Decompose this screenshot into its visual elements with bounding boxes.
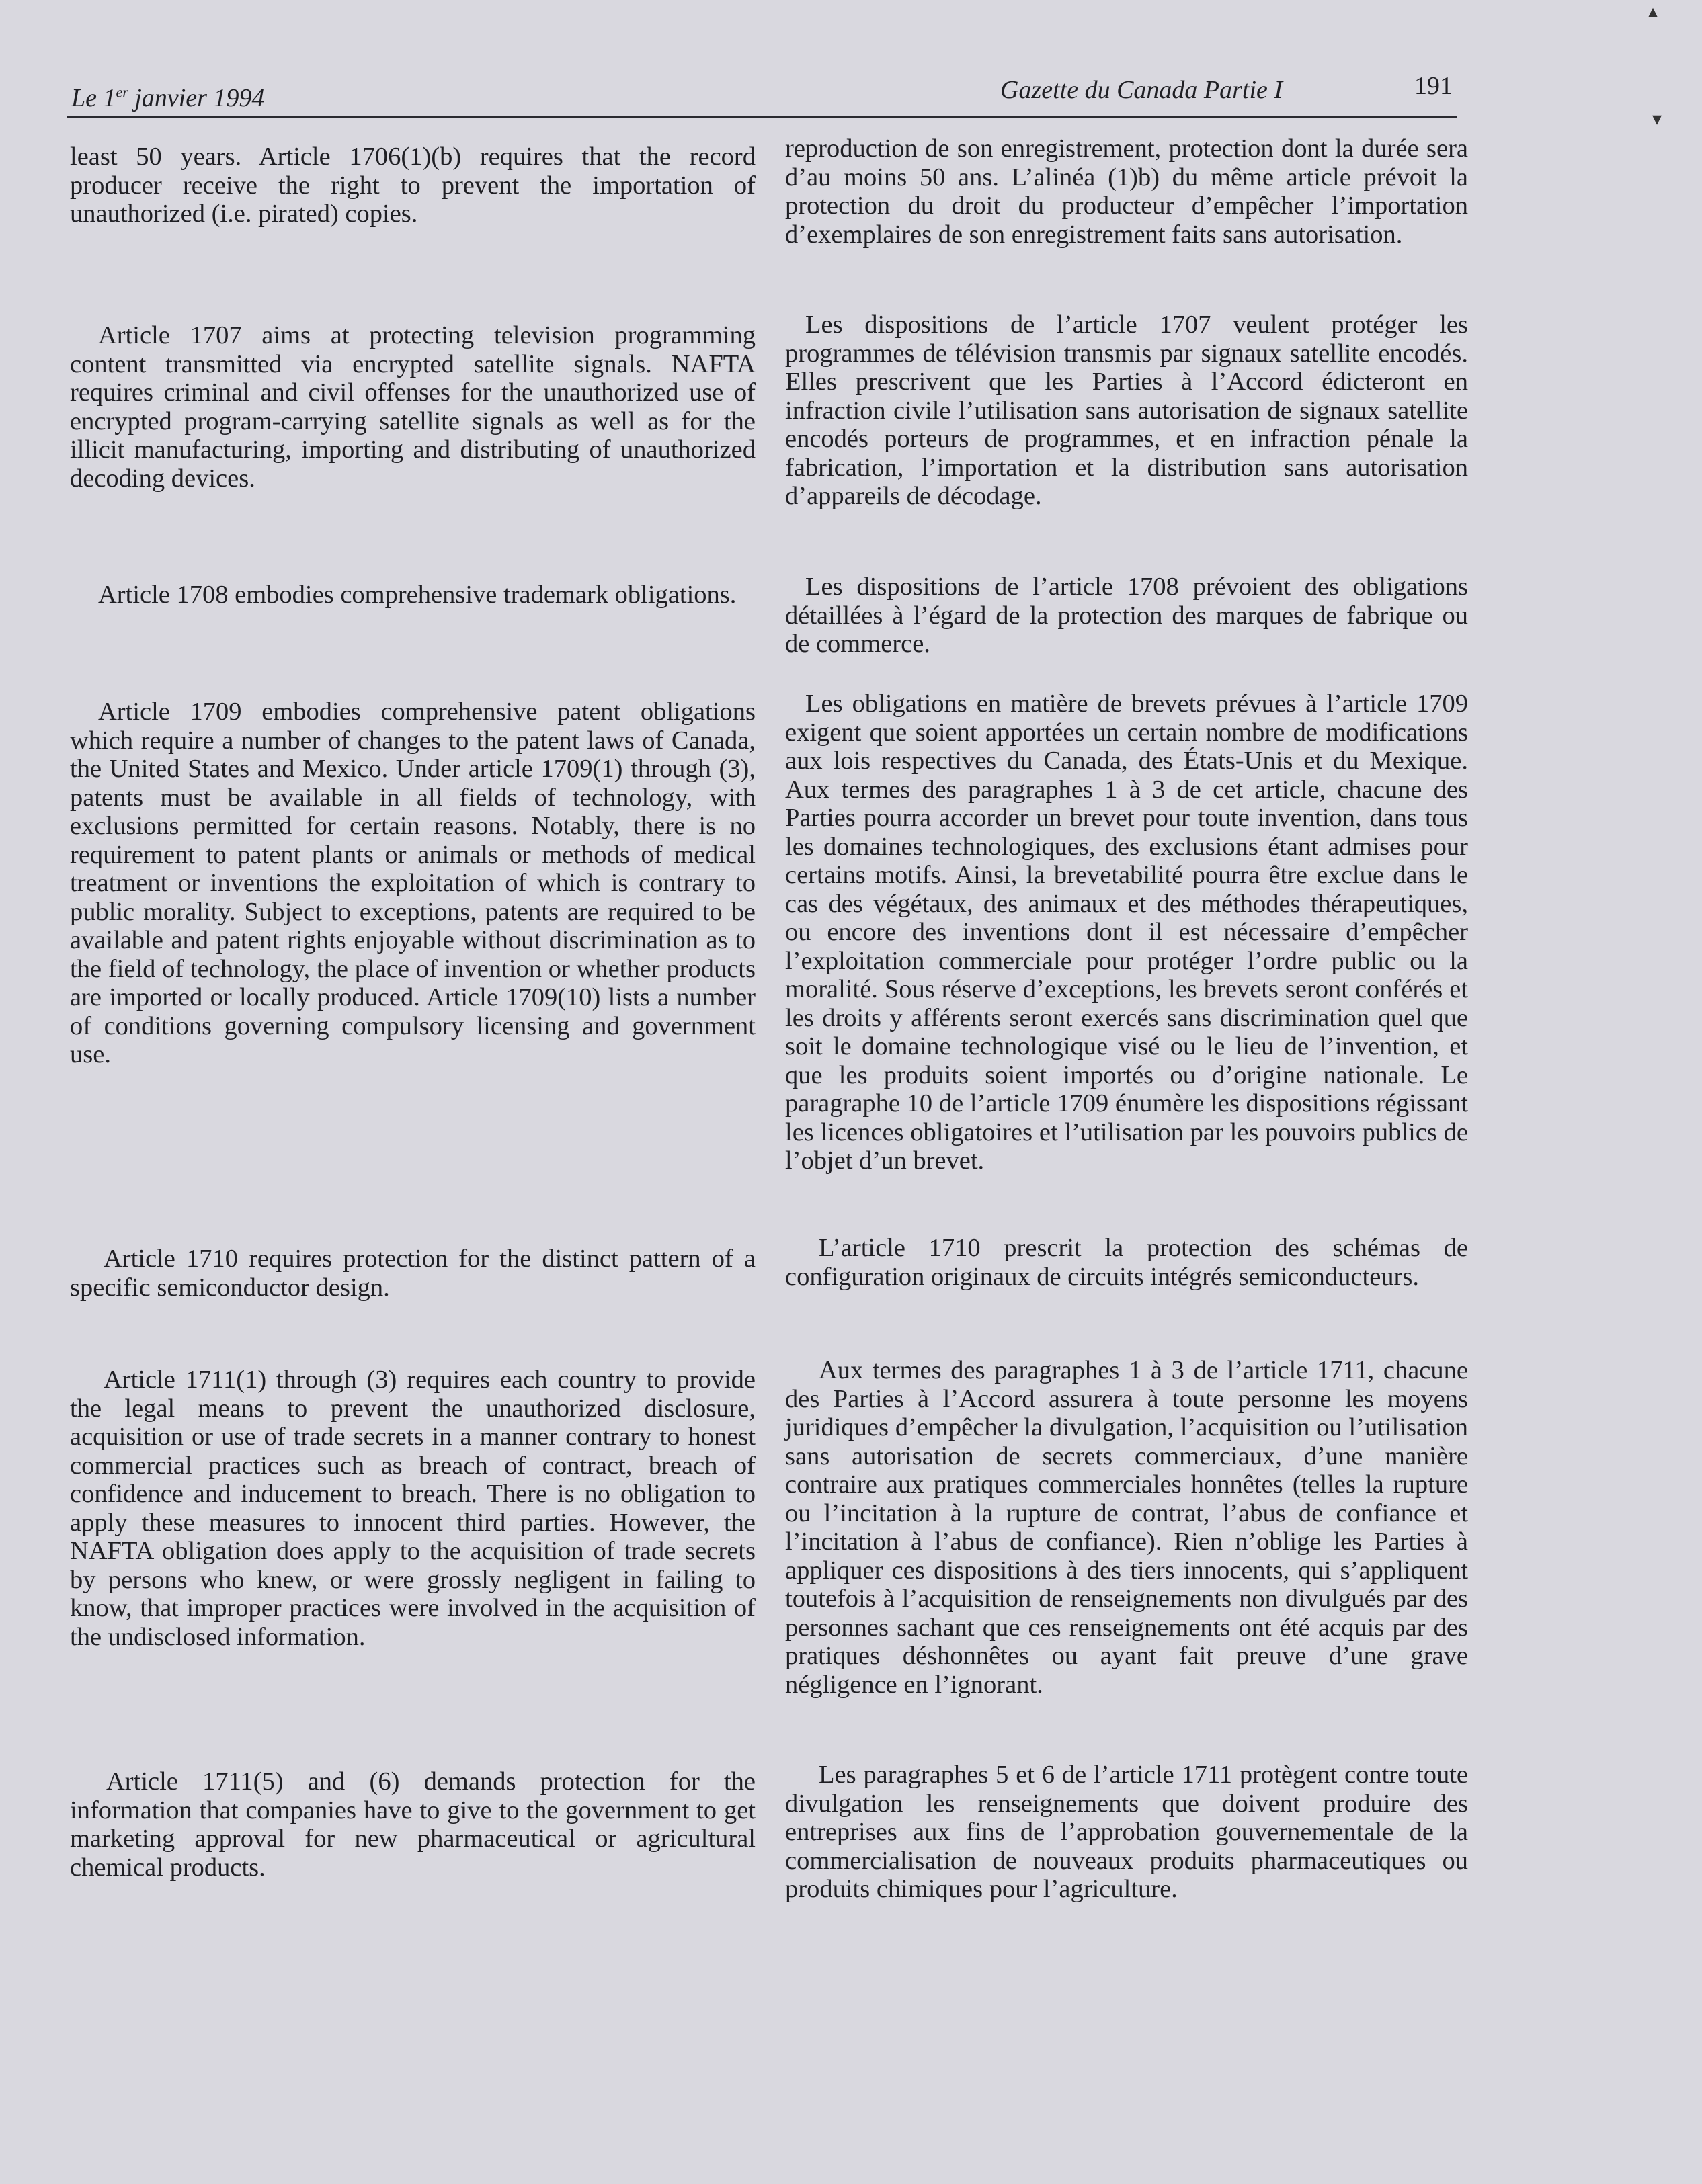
fr-paragraph-1711-1-3: Aux termes des paragraphes 1 à 3 de l’article 1711, chacune des Parties à l’Accord assurera à toute personne les moyens juridiques d’empêcher la divulgation, l’acquisition ou l’utilisation sans autorisation de secrets commerciaux, d’une manière contraire aux pratiques commerciales honnêtes (telles la rupture ou l’incitation à la rupture de contrat, l’abus de confiance et l’incitation à l’abus de confiance). Rien n’oblige les Parties à appliquer ces dispositions à des tiers innocents, qui s’appliquent toutefois à l’acquisition de renseignements non divulgués par des personnes sachant que ces renseignements ont été acquis par des pratiques déshonnêtes ou ayant fait preuve d’une grave négligence en l’ignorant. xyxy=(785,1356,1468,1699)
date-superscript: er xyxy=(116,83,128,101)
fr-paragraph-1708: Les dispositions de l’article 1708 prévoient des obligations détaillées à l’égard de la protection des marques de fabrique ou de commerce. xyxy=(785,573,1468,658)
date-prefix: Le 1 xyxy=(71,84,116,112)
issue-date xyxy=(71,83,264,113)
en-paragraph-1709: Article 1709 embodies comprehensive patent obligations which require a number of changes to the patent laws of Canada, the United States and Mexico. Under article 1709(1) through (3), patents must be available in all fields of technology, with exclusions permitted for certain reasons. Notably, there is no requirement to patent plants or animals or methods of medical treatment or inventions the exploitation of which is contrary to public morality. Subject to exceptions, patents are required to be available and patent rights enjoyable without discrimination as to the field of technology, the place of invention or whether products are imported or locally produced. Article 1709(10) lists a number of conditions governing compulsory licensing and government use. xyxy=(70,698,756,1068)
fr-paragraph-1709: Les obligations en matière de brevets prévues à l’article 1709 exigent que soient apportées un certain nombre de modifications aux lois respectives du Canada, des États-Unis et du Mexique. Aux termes des paragraphes 1 à 3 de cet article, chacune des Parties pourra accorder un brevet pour toute invention, dans tous les domaines technologiques, des exclusions étant admises pour certains motifs. Ainsi, la brevetabilité pourra être exclue dans le cas des végétaux, des animaux et des méthodes thérapeutiques, ou encore des inventions dont il est nécessaire d’empêcher l’exploitation commerciale pour protéger l’ordre public ou la moralité. Sous réserve d’exceptions, les brevets seront conférés et les droits y afférents seront exercés sans discrimination quel que soit le domaine technologique visé ou le lieu de l’invention, et que les produits soient importés ou d’origine nationale. Le paragraphe 10 de l’article 1709 énumère les dispositions régissant les licences obligatoires et l’utilisation par les pouvoirs publics de l’objet d’un brevet. xyxy=(785,689,1468,1175)
en-paragraph-1711-5-6: Article 1711(5) and (6) demands protection for the information that companies have to give to the government to get marketing approval for new pharmaceutical or agricultural chemical products. xyxy=(70,1767,756,1882)
en-paragraph-1708: Article 1708 embodies comprehensive trademark obligations. xyxy=(98,581,737,609)
scan-mark: ▴ xyxy=(1648,1,1658,22)
scan-mark: ▾ xyxy=(1652,109,1662,130)
en-paragraph-1711-1-3: Article 1711(1) through (3) requires each country to provide the legal means to prevent the unauthorized disclosure, acquisition or use of trade secrets in a manner contrary to honest commercial practices such as breach of contract, breach of confidence and inducement to breach. There is no obligation to apply these measures to innocent third parties. However, the NAFTA obligation does apply to the acquisition of trade secrets by persons who knew, or were grossly negligent in failing to know, that improper practices were involved in the acquisition of the undisclosed information. xyxy=(70,1366,756,1651)
running-header xyxy=(67,67,1457,118)
date-suffix: janvier 1994 xyxy=(128,84,265,112)
en-paragraph-1707: Article 1707 aims at protecting television programming content transmitted via encrypted satellite signals. NAFTA requires criminal and civil offenses for the unauthorized use of encrypted program-carrying satellite signals as well as for the illicit manufacturing, importing and distributing of unauthorized decoding devices. xyxy=(70,321,756,493)
page-number: 191 xyxy=(1414,72,1453,100)
publication-title: Gazette du Canada Partie I xyxy=(1000,76,1283,104)
fr-paragraph-1706: reproduction de son enregistrement, protection dont la durée sera d’au moins 50 ans. L’alinéa (1)b) du même article prévoit la protection du droit du producteur d’empêcher l’importation d’exemplaires de son enregistrement faits sans autorisation. xyxy=(785,134,1468,249)
fr-paragraph-1711-5-6: Les paragraphes 5 et 6 de l’article 1711 protègent contre toute divulgation les renseignements que doivent produire des entreprises aux fins de l’approbation gouvernementale de la commercialisation de nouveaux produits pharmaceutiques ou produits chimiques pour l’agriculture. xyxy=(785,1761,1468,1903)
fr-paragraph-1707: Les dispositions de l’article 1707 veulent protéger les programmes de télévision transmis par signaux satellite encodés. Elles prescrivent que les Parties à l’Accord édicteront en infraction civile l’utilisation sans autorisation de signaux satellite encodés porteurs de programmes, et en infraction pénale la fabrication, l’importation et la distribution sans autorisation d’appareils de décodage. xyxy=(785,310,1468,510)
en-paragraph-1706: least 50 years. Article 1706(1)(b) requires that the record producer receive the right to prevent the importation of unauthorized (i.e. pirated) copies. xyxy=(70,142,756,228)
fr-paragraph-1710: L’article 1710 prescrit la protection des schémas de configuration originaux de circuits intégrés semiconducteurs. xyxy=(785,1234,1468,1291)
en-paragraph-1710: Article 1710 requires protection for the distinct pattern of a specific semiconductor design. xyxy=(70,1245,756,1302)
